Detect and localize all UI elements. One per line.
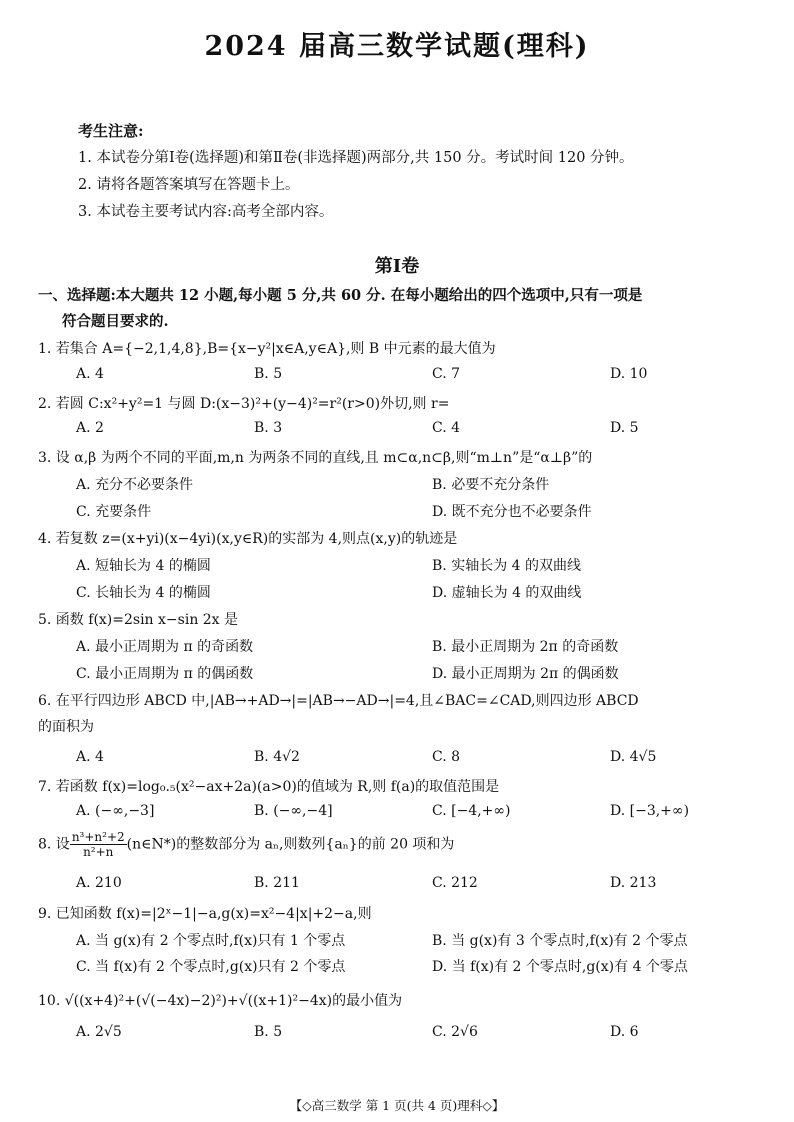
question-1-option-a: A. 4 [76,366,104,382]
question-7-option-d: D. [−3,+∞) [610,803,690,819]
question-1-option-b: B. 5 [254,366,283,382]
question-8-option-b: B. 211 [254,875,300,891]
question-8-stem [38,830,454,859]
page-footer: 【◇高三数学 第 1 页(共 4 页)理科◇】 [289,1098,505,1113]
question-9-option-c: C. 当 f(x)有 2 个零点时,g(x)只有 2 个零点 [76,959,346,975]
notice-heading: 考生注意: [78,122,144,140]
question-5-option-b: B. 最小正周期为 2π 的奇函数 [432,639,619,655]
question-4-option-d: D. 虚轴长为 4 的双曲线 [432,585,582,601]
question-8-option-d: D. 213 [610,875,657,891]
question-8-prefix: 8. 设 [38,836,70,853]
question-5-option-a: A. 最小正周期为 π 的奇函数 [76,639,254,655]
part-heading: 第Ⅰ卷 [374,256,420,277]
question-1-stem: 1. 若集合 A={−2,1,4,8},B={x−y²|x∈A,y∈A},则 B 中元素的最大值为 [38,341,496,357]
question-9-option-d: D. 当 f(x)有 2 个零点时,g(x)有 4 个零点 [432,959,688,975]
question-8-option-a: A. 210 [76,875,122,891]
question-4-stem: 4. 若复数 z=(x+yi)(x−4yi)(x,y∈R)的实部为 4,则点(x,y)的轨迹是 [38,531,458,547]
question-8-option-c: C. 212 [432,875,478,891]
question-6-option-c: C. 8 [432,749,461,765]
question-10-option-a: A. 2√5 [76,1024,122,1040]
question-2-option-c: C. 4 [432,420,461,436]
notice-item: 3. 本试卷主要考试内容:高考全部内容。 [78,204,334,220]
question-2-option-a: A. 2 [76,420,104,436]
section-instructions [38,283,768,335]
exam-notice [78,118,634,226]
question-5-option-c: C. 最小正周期为 π 的偶函数 [76,666,254,682]
question-10-option-d: D. 6 [610,1024,639,1040]
question-6-stem-cont: 的面积为 [38,719,94,735]
question-9-option-a: A. 当 g(x)有 2 个零点时,f(x)只有 1 个零点 [76,933,346,949]
question-7-stem: 7. 若函数 f(x)=log₀.₅(x²−ax+2a)(a>0)的值域为 R,则 f(a)的取值范围是 [38,779,500,795]
question-6-option-b: B. 4√2 [254,749,300,765]
question-9-option-b: B. 当 g(x)有 3 个零点时,f(x)有 2 个零点 [432,933,688,949]
fraction [70,830,127,859]
question-4-option-a: A. 短轴长为 4 的椭圆 [76,558,211,574]
question-1-option-c: C. 7 [432,366,461,382]
question-3-option-c: C. 充要条件 [76,504,152,520]
question-8-suffix: (n∈N*)的整数部分为 aₙ,则数列{aₙ}的前 20 项和为 [126,836,455,853]
question-6-option-a: A. 4 [76,749,104,765]
question-3-option-b: B. 必要不充分条件 [432,477,550,493]
question-2-stem: 2. 若圆 C:x²+y²=1 与圆 D:(x−3)²+(y−4)²=r²(r>0)外切,则 r= [38,396,450,412]
question-3-stem: 3. 设 α,β 为两个不同的平面,m,n 为两条不同的直线,且 m⊂α,n⊂β,则“m⊥n”是“α⊥β”的 [38,450,593,466]
question-3-option-a: A. 充分不必要条件 [76,477,194,493]
question-9-stem: 9. 已知函数 f(x)=|2ˣ−1|−a,g(x)=x²−4|x|+2−a,则 [38,906,372,922]
question-7-option-b: B. (−∞,−4] [254,803,333,819]
fraction-numerator: n³+n²+2 [71,830,125,844]
question-10-option-b: B. 5 [254,1024,283,1040]
fraction-denominator: n²+n [83,845,114,859]
question-2-option-b: B. 3 [254,420,283,436]
question-2-option-d: D. 5 [610,420,639,436]
question-3-option-d: D. 既不充分也不必要条件 [432,504,592,520]
question-5-option-d: D. 最小正周期为 2π 的偶函数 [432,666,619,682]
notice-item: 2. 请将各题答案填写在答题卡上。 [78,177,300,193]
question-7-option-a: A. (−∞,−3] [76,803,155,819]
question-6-stem: 6. 在平行四边形 ABCD 中,|AB→+AD→|=|AB→−AD→|=4,且∠BAC=∠CAD,则四边形 ABCD [38,693,639,709]
notice-item: 1. 本试卷分第Ⅰ卷(选择题)和第Ⅱ卷(非选择题)两部分,共 150 分。考试时间 120 分钟。 [78,150,634,166]
page-title: 2024 届高三数学试题(理科) [204,31,590,62]
question-7-option-c: C. [−4,+∞) [432,803,511,819]
question-10-option-c: C. 2√6 [432,1024,478,1040]
question-10-stem: 10. √((x+4)²+(√(−4x)−2)²)+√((x+1)²−4x)的最小值为 [38,993,403,1009]
question-5-stem: 5. 函数 f(x)=2sin x−sin 2x 是 [38,612,239,628]
section-line: 符合题目要求的. [62,313,169,330]
section-line: 一、选择题:本大题共 12 小题,每小题 5 分,共 60 分. 在每小题给出的四个选项中,只有一项是 [38,287,643,304]
question-4-option-c: C. 长轴长为 4 的椭圆 [76,585,211,601]
question-1-option-d: D. 10 [610,366,648,382]
question-6-option-d: D. 4√5 [610,749,657,765]
question-4-option-b: B. 实轴长为 4 的双曲线 [432,558,581,574]
